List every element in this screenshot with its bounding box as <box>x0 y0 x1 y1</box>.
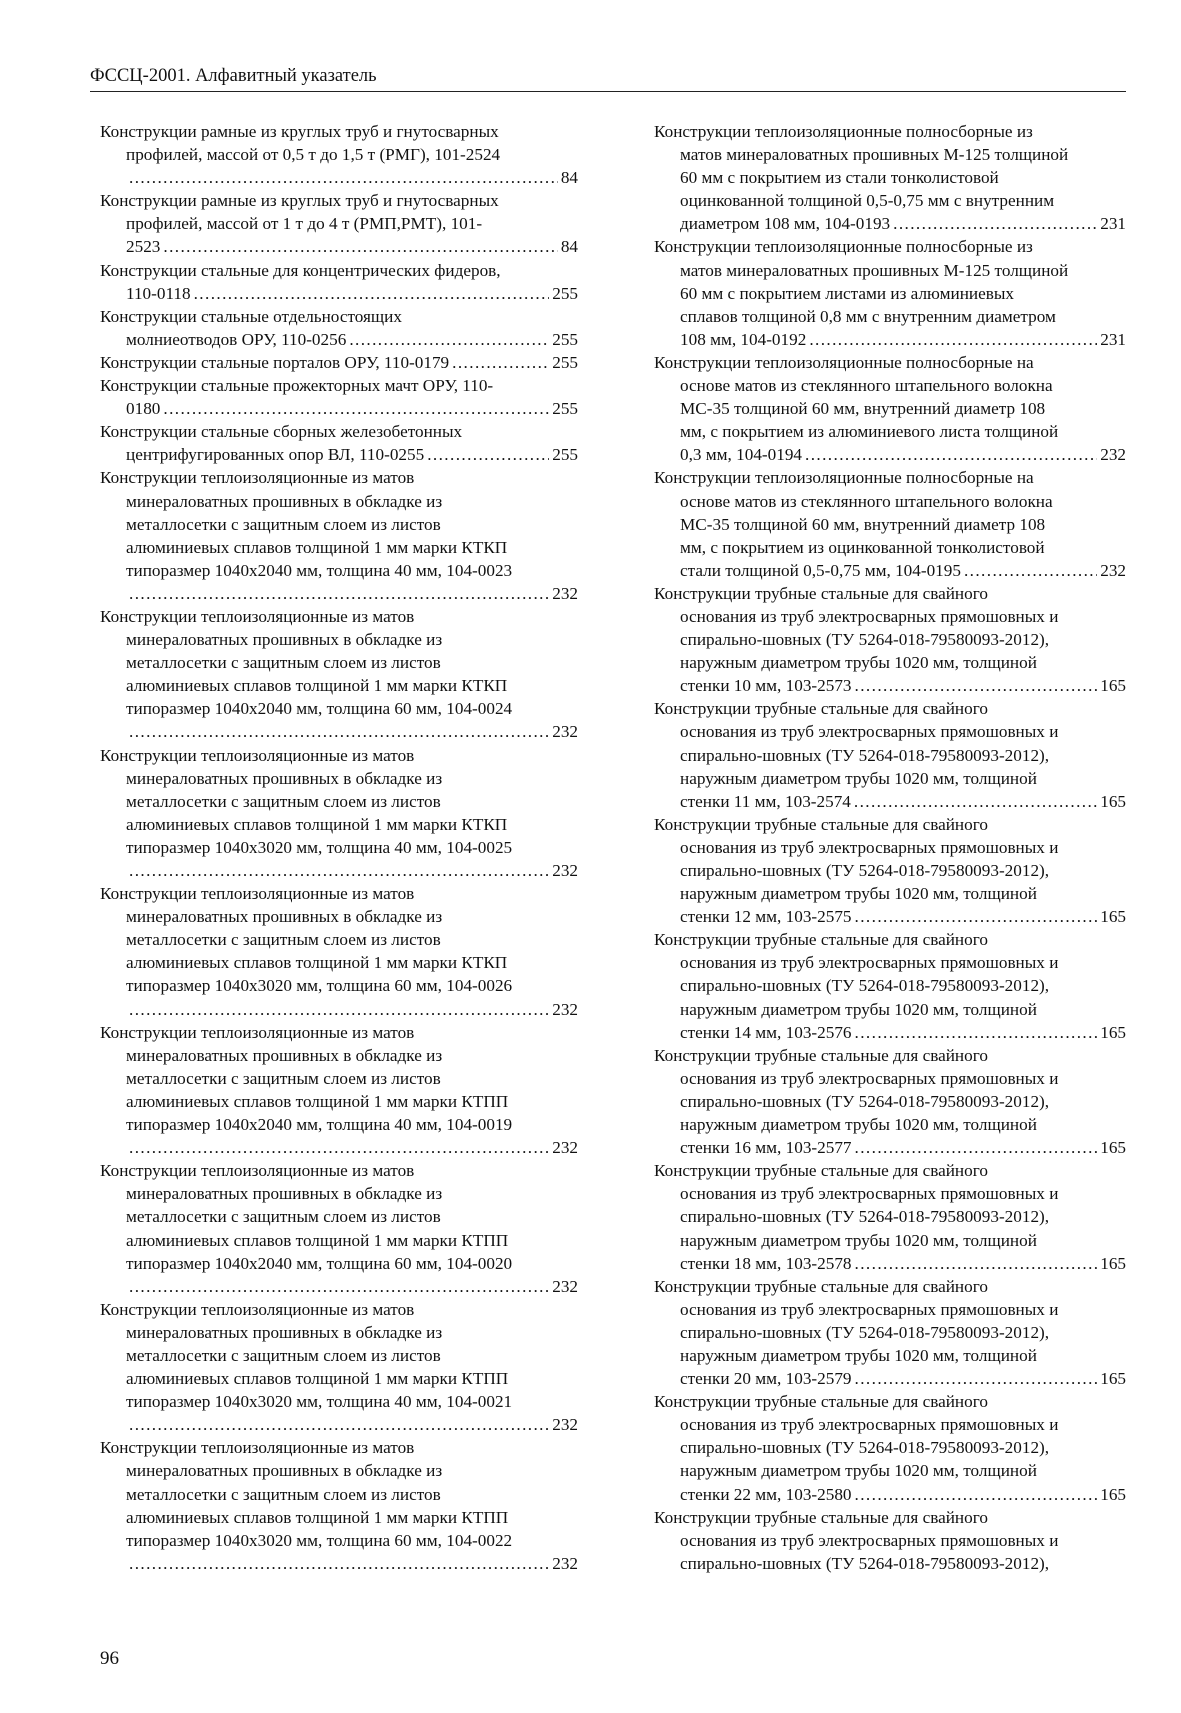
entry-page-ref: 232 <box>552 1138 578 1158</box>
entry-page-ref: 232 <box>1100 445 1126 465</box>
entry-line-tail: стенки 14 мм, 103-2576 <box>680 1022 852 1042</box>
entry-line: матов минераловатных прошивных М-125 толщиной <box>680 145 1069 165</box>
entry-line: спирально-шовных (ТУ 5264-018-79580093-2012), <box>680 1553 1050 1573</box>
entry-page-ref: 232 <box>552 583 578 603</box>
entry-line: Конструкции трубные стальные для свайного <box>654 699 988 719</box>
entry-line-tail: стенки 11 мм, 103-2574 <box>680 791 851 811</box>
dot-leader <box>129 1552 549 1575</box>
dot-leader <box>129 1275 549 1298</box>
entry-line: Конструкции трубные стальные для свайного <box>654 930 988 950</box>
index-entry <box>100 1021 578 1160</box>
entry-page-ref: 232 <box>552 1415 578 1435</box>
index-entry <box>654 582 1126 697</box>
entry-line: МС-35 толщиной 60 мм, внутренний диаметр 108 <box>680 514 1046 534</box>
entry-leader-row <box>100 720 578 743</box>
entry-page-ref: 165 <box>1100 676 1126 696</box>
entry-line: типоразмер 1040x2040 мм, толщина 60 мм, 104-0024 <box>126 699 513 719</box>
entry-line: Конструкции теплоизоляционные из матов <box>100 1299 415 1319</box>
entry-page-ref: 165 <box>1100 791 1126 811</box>
entry-line: сплавов толщиной 0,8 мм с внутренним диаметром <box>680 306 1056 326</box>
entry-line: алюминиевых сплавов толщиной 1 мм марки КТПП <box>126 1369 509 1389</box>
entry-line: Конструкции рамные из круглых труб и гнутосварных <box>100 191 499 211</box>
entry-line: Конструкции трубные стальные для свайного <box>654 1507 988 1527</box>
entry-line-tail: молниеотводов ОРУ, 110-0256 <box>126 329 347 349</box>
entry-line: Конструкции стальные прожекторных мачт ОРУ, 110- <box>100 376 494 396</box>
entry-line: Конструкции теплоизоляционные полносборные из <box>654 237 1033 257</box>
index-entry <box>100 1159 578 1298</box>
entry-page-ref: 232 <box>552 1276 578 1296</box>
entry-line: минераловатных прошивных в обкладке из <box>126 907 443 927</box>
entry-line: алюминиевых сплавов толщиной 1 мм марки КТКП <box>126 953 508 973</box>
entry-page-ref: 255 <box>552 283 578 303</box>
entry-line: 60 мм с покрытием из стали тонколистовой <box>680 168 999 188</box>
entry-page-ref: 232 <box>552 999 578 1019</box>
entry-page-ref: 165 <box>1100 1022 1126 1042</box>
entry-leader-row <box>100 1413 578 1436</box>
entry-line: металлосетки с защитным слоем из листов <box>126 514 441 534</box>
index-entry <box>654 697 1126 812</box>
entry-line: минераловатных прошивных в обкладке из <box>126 630 443 650</box>
dot-leader <box>855 905 1098 928</box>
entry-line-tail: 110-0118 <box>126 283 191 303</box>
dot-leader <box>854 790 1097 813</box>
index-column-left <box>100 120 578 1575</box>
entry-line: основания из труб электросварных прямошовных и <box>680 953 1059 973</box>
entry-page-ref: 255 <box>552 329 578 349</box>
entry-line: Конструкции стальные сборных железобетонных <box>100 422 463 442</box>
entry-leader-row <box>100 235 578 258</box>
entry-leader-row <box>100 1552 578 1575</box>
entry-line: основания из труб электросварных прямошовных и <box>680 1068 1059 1088</box>
running-header <box>90 64 1126 92</box>
page-number: 96 <box>100 1648 119 1669</box>
entry-line: металлосетки с защитным слоем из листов <box>126 930 441 950</box>
index-entry <box>100 374 578 420</box>
entry-page-ref: 255 <box>552 352 578 372</box>
index-entry <box>654 235 1126 350</box>
entry-line-tail: стенки 20 мм, 103-2579 <box>680 1369 852 1389</box>
entry-leader-row <box>654 1021 1126 1044</box>
entry-line: алюминиевых сплавов толщиной 1 мм марки КТКП <box>126 814 508 834</box>
entry-line: спирально-шовных (ТУ 5264-018-79580093-2012), <box>680 1207 1050 1227</box>
entry-line: основания из труб электросварных прямошовных и <box>680 1415 1059 1435</box>
dot-leader <box>855 1136 1098 1159</box>
entry-leader-row <box>100 351 578 374</box>
entry-leader-row <box>654 212 1126 235</box>
entry-line: Конструкции теплоизоляционные полносборные из <box>654 122 1033 141</box>
index-entry <box>654 928 1126 1043</box>
index-entry <box>654 1506 1126 1575</box>
entry-line: типоразмер 1040x3020 мм, толщина 60 мм, 104-0022 <box>126 1530 513 1550</box>
dot-leader <box>129 1413 549 1436</box>
entry-line: типоразмер 1040x3020 мм, толщина 40 мм, 104-0021 <box>126 1392 513 1412</box>
entry-line: Конструкции теплоизоляционные из матов <box>100 884 415 904</box>
entry-leader-row <box>654 1367 1126 1390</box>
dot-leader <box>163 397 549 420</box>
entry-line: спирально-шовных (ТУ 5264-018-79580093-2012), <box>680 745 1050 765</box>
entry-line: алюминиевых сплавов толщиной 1 мм марки КТПП <box>126 1091 509 1111</box>
index-entry <box>654 813 1126 928</box>
entry-leader-row <box>100 1136 578 1159</box>
entry-line-tail: 0,3 мм, 104-0194 <box>680 445 803 465</box>
index-entry <box>100 744 578 883</box>
dot-leader <box>163 235 557 258</box>
index-entry <box>100 882 578 1021</box>
entry-line: наружным диаметром трубы 1020 мм, толщиной <box>680 1115 1037 1135</box>
entry-line: основания из труб электросварных прямошовных и <box>680 606 1059 626</box>
header-title: ФССЦ-2001. Алфавитный указатель <box>90 66 377 86</box>
entry-leader-row <box>100 166 578 189</box>
dot-leader <box>129 998 549 1021</box>
index-entry <box>100 605 578 744</box>
entry-line: Конструкции теплоизоляционные из матов <box>100 745 415 765</box>
dot-leader <box>129 1136 549 1159</box>
entry-line: типоразмер 1040x3020 мм, толщина 60 мм, 104-0026 <box>126 976 513 996</box>
entry-line: оцинкованной толщиной 0,5-0,75 мм с внутренним <box>680 191 1055 211</box>
entry-line: Конструкции трубные стальные для свайного <box>654 1276 988 1296</box>
entry-line: спирально-шовных (ТУ 5264-018-79580093-2012), <box>680 1438 1050 1458</box>
entry-line: минераловатных прошивных в обкладке из <box>126 491 443 511</box>
entry-line: спирально-шовных (ТУ 5264-018-79580093-2012), <box>680 630 1050 650</box>
entry-page-ref: 165 <box>1100 1369 1126 1389</box>
index-entry <box>100 466 578 605</box>
entry-line: наружным диаметром трубы 1020 мм, толщиной <box>680 653 1037 673</box>
dot-leader <box>805 443 1097 466</box>
index-entry <box>654 351 1126 466</box>
entry-leader-row <box>654 559 1126 582</box>
dot-leader <box>964 559 1097 582</box>
entry-page-ref: 255 <box>552 445 578 465</box>
entry-line: типоразмер 1040x2040 мм, толщина 40 мм, 104-0019 <box>126 1115 513 1135</box>
entry-line-tail: стенки 10 мм, 103-2573 <box>680 676 852 696</box>
entry-page-ref: 232 <box>552 861 578 880</box>
entry-page-ref: 232 <box>1100 560 1126 580</box>
index-entry <box>100 305 578 351</box>
entry-line: Конструкции теплоизоляционные из матов <box>100 1022 415 1042</box>
entry-line: основания из труб электросварных прямошовных и <box>680 837 1059 857</box>
entry-line-tail: стенки 18 мм, 103-2578 <box>680 1253 852 1273</box>
entry-line: наружным диаметром трубы 1020 мм, толщиной <box>680 884 1037 904</box>
entry-line: Конструкции стальные отдельностоящих <box>100 306 402 326</box>
entry-line: основе матов из стеклянного штапельного волокна <box>680 376 1053 396</box>
entry-page-ref: 84 <box>560 237 578 257</box>
entry-line: основания из труб электросварных прямошовных и <box>680 1299 1059 1319</box>
entry-line: Конструкции теплоизоляционные из матов <box>100 1438 415 1458</box>
entry-line: типоразмер 1040x2040 мм, толщина 40 мм, 104-0023 <box>126 560 513 580</box>
entry-line: Конструкции теплоизоляционные полносборные на <box>654 352 1034 372</box>
entry-page-ref: 232 <box>552 1553 578 1573</box>
index-entry <box>654 1275 1126 1390</box>
dot-leader <box>129 720 549 743</box>
entry-line: спирально-шовных (ТУ 5264-018-79580093-2012), <box>680 1091 1050 1111</box>
dot-leader <box>855 1483 1098 1506</box>
entry-page-ref: 231 <box>1100 214 1126 234</box>
index-entry <box>654 1390 1126 1505</box>
entry-line: минераловатных прошивных в обкладке из <box>126 1322 443 1342</box>
entry-line: наружным диаметром трубы 1020 мм, толщиной <box>680 1345 1037 1365</box>
index-column-right <box>654 120 1126 1575</box>
entry-line: минераловатных прошивных в обкладке из <box>126 1045 443 1065</box>
entry-line: Конструкции трубные стальные для свайного <box>654 1161 988 1181</box>
entry-line-tail: 2523 <box>126 237 161 257</box>
entry-line: минераловатных прошивных в обкладке из <box>126 1461 443 1481</box>
entry-line: Конструкции трубные стальные для свайного <box>654 814 988 834</box>
entry-line-tail: 0180 <box>126 399 161 419</box>
entry-line: алюминиевых сплавов толщиной 1 мм марки КТПП <box>126 1507 509 1527</box>
entry-line-tail: диаметром 108 мм, 104-0193 <box>680 214 891 234</box>
entry-leader-row <box>654 674 1126 697</box>
entry-line: наружным диаметром трубы 1020 мм, толщиной <box>680 1230 1037 1250</box>
entry-line: основания из труб электросварных прямошовных и <box>680 1184 1059 1204</box>
index-entry <box>100 259 578 305</box>
entry-line: типоразмер 1040x2040 мм, толщина 60 мм, 104-0020 <box>126 1253 513 1273</box>
entry-line-tail: стенки 22 мм, 103-2580 <box>680 1484 852 1504</box>
entry-line: Конструкции стальные для концентрических фидеров, <box>100 260 501 280</box>
entry-line: Конструкции теплоизоляционные из матов <box>100 606 415 626</box>
entry-line: Конструкции теплоизоляционные полносборные на <box>654 468 1034 488</box>
entry-line: 60 мм с покрытием листами из алюминиевых <box>680 283 1014 303</box>
entry-line: наружным диаметром трубы 1020 мм, толщиной <box>680 1461 1037 1481</box>
entry-page-ref: 165 <box>1100 1253 1126 1273</box>
index-entry <box>654 1159 1126 1274</box>
index-entry <box>100 1298 578 1437</box>
entry-line-tail: стенки 16 мм, 103-2577 <box>680 1138 852 1158</box>
entry-line: наружным диаметром трубы 1020 мм, толщиной <box>680 768 1037 788</box>
entry-line-tail: центрифугированных опор ВЛ, 110-0255 <box>126 445 425 465</box>
entry-line: Конструкции рамные из круглых труб и гнутосварных <box>100 122 499 141</box>
entry-line: металлосетки с защитным слоем из листов <box>126 1207 441 1227</box>
index-entry <box>100 120 578 189</box>
entry-line: Конструкции трубные стальные для свайного <box>654 1045 988 1065</box>
entry-line: МС-35 толщиной 60 мм, внутренний диаметр 108 <box>680 399 1046 419</box>
dot-leader <box>855 1021 1098 1044</box>
entry-line: профилей, массой от 1 т до 4 т (РМП,РМТ), 101- <box>126 214 483 234</box>
entry-leader-row <box>654 905 1126 928</box>
dot-leader <box>129 166 558 189</box>
entry-line: матов минераловатных прошивных М-125 толщиной <box>680 260 1069 280</box>
index-entry <box>100 1436 578 1575</box>
entry-line: алюминиевых сплавов толщиной 1 мм марки КТПП <box>126 1230 509 1250</box>
entry-line: основе матов из стеклянного штапельного волокна <box>680 491 1053 511</box>
dot-leader <box>855 674 1098 697</box>
dot-leader <box>194 282 550 305</box>
entry-line: алюминиевых сплавов толщиной 1 мм марки КТКП <box>126 676 508 696</box>
entry-line-tail: 108 мм, 104-0192 <box>680 329 807 349</box>
entry-leader-row <box>100 328 578 351</box>
entry-line: основания из труб электросварных прямошовных и <box>680 722 1059 742</box>
entry-leader-row <box>100 998 578 1021</box>
dot-leader <box>129 859 549 882</box>
entry-line: металлосетки с защитным слоем из листов <box>126 1345 441 1365</box>
entry-leader-row <box>654 1252 1126 1275</box>
entry-line: Конструкции трубные стальные для свайного <box>654 583 988 603</box>
dot-leader <box>427 443 549 466</box>
dot-leader <box>349 328 549 351</box>
entry-line: алюминиевых сплавов толщиной 1 мм марки КТКП <box>126 537 508 557</box>
entry-leader-row <box>654 1483 1126 1506</box>
entry-line-tail: стали толщиной 0,5-0,75 мм, 104-0195 <box>680 560 961 580</box>
entry-leader-row <box>100 397 578 420</box>
dot-leader <box>855 1252 1098 1275</box>
entry-page-ref: 231 <box>1100 329 1126 349</box>
entry-leader-row <box>100 859 578 882</box>
entry-page-ref: 84 <box>560 168 578 188</box>
entry-line-tail: Конструкции стальные порталов ОРУ, 110-0179 <box>100 352 450 372</box>
entry-line: минераловатных прошивных в обкладке из <box>126 768 443 788</box>
entry-line: Конструкции трубные стальные для свайного <box>654 1392 988 1412</box>
entry-leader-row <box>654 1136 1126 1159</box>
entry-line: мм, с покрытием из оцинкованной тонколистовой <box>680 537 1045 557</box>
dot-leader <box>452 351 549 374</box>
entry-line: минераловатных прошивных в обкладке из <box>126 1184 443 1204</box>
index-entry <box>654 1044 1126 1159</box>
entry-line: мм, с покрытием из алюминиевого листа толщиной <box>680 422 1059 442</box>
entry-line: металлосетки с защитным слоем из листов <box>126 653 441 673</box>
dot-leader <box>855 1367 1098 1390</box>
entry-page-ref: 255 <box>552 399 578 419</box>
entry-line: Конструкции теплоизоляционные из матов <box>100 1161 415 1181</box>
entry-page-ref: 165 <box>1100 1484 1126 1504</box>
index-entry <box>100 351 578 374</box>
entry-line: металлосетки с защитным слоем из листов <box>126 1068 441 1088</box>
entry-line: профилей, массой от 0,5 т до 1,5 т (РМГ), 101-2524 <box>126 145 501 165</box>
entry-page-ref: 165 <box>1100 1138 1126 1158</box>
entry-leader-row <box>100 443 578 466</box>
index-entry <box>654 120 1126 235</box>
entry-line: наружным диаметром трубы 1020 мм, толщиной <box>680 999 1037 1019</box>
index-entry <box>100 189 578 258</box>
entry-line: металлосетки с защитным слоем из листов <box>126 791 441 811</box>
entry-line: основания из труб электросварных прямошовных и <box>680 1530 1059 1550</box>
entry-line: металлосетки с защитным слоем из листов <box>126 1484 441 1504</box>
entry-line: спирально-шовных (ТУ 5264-018-79580093-2012), <box>680 1322 1050 1342</box>
entry-line: спирально-шовных (ТУ 5264-018-79580093-2012), <box>680 861 1050 880</box>
entry-leader-row <box>654 790 1126 813</box>
entry-page-ref: 165 <box>1100 907 1126 927</box>
entry-line: типоразмер 1040x3020 мм, толщина 40 мм, 104-0025 <box>126 837 513 857</box>
entry-leader-row <box>100 582 578 605</box>
index-entry <box>654 466 1126 581</box>
dot-leader <box>809 328 1097 351</box>
entry-leader-row <box>100 282 578 305</box>
dot-leader <box>129 582 549 605</box>
entry-line: Конструкции теплоизоляционные из матов <box>100 468 415 488</box>
index-entry <box>100 420 578 466</box>
entry-leader-row <box>100 1275 578 1298</box>
entry-line-tail: стенки 12 мм, 103-2575 <box>680 907 852 927</box>
entry-line: спирально-шовных (ТУ 5264-018-79580093-2012), <box>680 976 1050 996</box>
dot-leader <box>893 212 1097 235</box>
entry-leader-row <box>654 328 1126 351</box>
entry-page-ref: 232 <box>552 722 578 742</box>
entry-leader-row <box>654 443 1126 466</box>
